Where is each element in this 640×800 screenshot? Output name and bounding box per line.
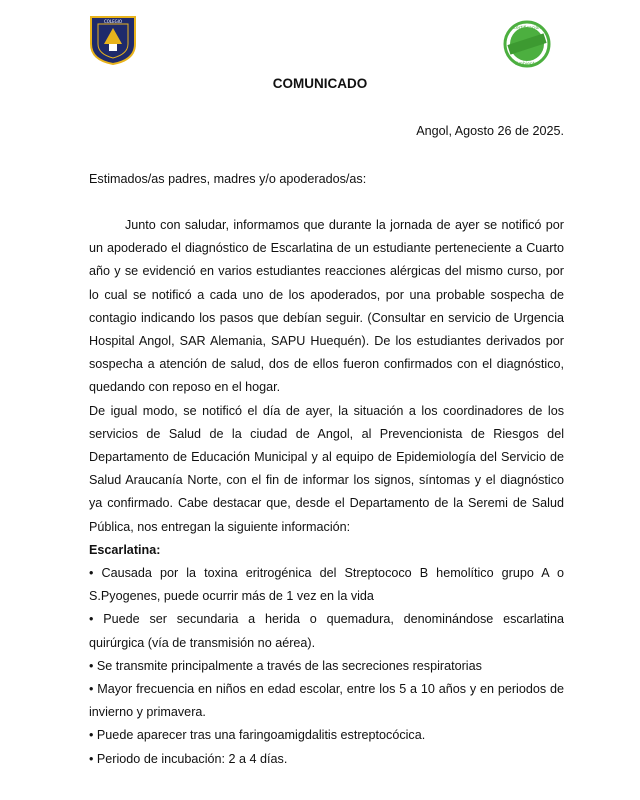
list-item: • Mayor frecuencia en niños en edad escolar, entre los 5 a 10 años y en periodos de invierno y primavera. <box>89 682 564 720</box>
list-item: • Periodo de incubación: 2 a 4 días. <box>89 751 288 766</box>
list-item: • Puede ser secundaria a herida o quemadura, denominándose escarlatina quirúrgica (vía de transmisión no aérea). <box>89 612 564 650</box>
document-body <box>89 214 564 771</box>
svg-text:COLEGIO: COLEGIO <box>103 19 123 24</box>
paragraph-intro: Junto con saludar, informamos que durante la jornada de ayer se notificó por un apoderado el diagnóstico de Escarlatina de un estudiante perteneciente a Cuarto año y se evidenció en varios estudiantes reacciones alérgicas del mismo curso, por lo cual se notificó a cada uno de los apoderados, por una probable sospecha de contagio indicando los pasos que debían seguir. (Consultar en servicio de Urgencia Hospital Angol, SAR Alemania, SAPU Huequén). De los estudiantes derivados por sospecha a atención de salud, dos de ellos fueron confirmados con el diagnóstico, quedando con reposo en el hogar. <box>89 218 564 395</box>
list-item: • Causada por la toxina eritrogénica del Streptococo B hemolítico grupo A o S.Pyogenes, puede ocurrir más de 1 vez en la vida <box>89 566 564 604</box>
school-crest-logo <box>88 14 138 66</box>
list-item: • Puede aparecer tras una faringoamigdalitis estreptocócica. <box>89 728 426 743</box>
date-line: Angol, Agosto 26 de 2025. <box>416 124 564 138</box>
svg-text:Certificación: Certificación <box>512 26 542 31</box>
environmental-certification-seal <box>494 20 560 68</box>
section-heading: Escarlatina: <box>89 542 161 557</box>
paragraph-notification: De igual modo, se notificó el día de ayer, la situación a los coordinadores de los servicios de Salud de la ciudad de Angol, al Prevencionista de Riesgos del Departamento de Educación Municipal y al equipo de Epidemiología del Servicio de Salud Araucanía Norte, con el fin de informar los signos, síntomas y el diagnóstico ya confirmado. Cabe destacar que, desde el Departamento de la Seremi de Salud Pública, nos entregan la siguiente información: <box>89 403 564 534</box>
list-item: • Se transmite principalmente a través de las secreciones respiratorias <box>89 658 482 673</box>
document-title: COMUNICADO <box>272 76 368 91</box>
greeting: Estimados/as padres, madres y/o apoderados/as: <box>89 172 367 186</box>
svg-text:Ambiental: Ambiental <box>515 62 539 67</box>
